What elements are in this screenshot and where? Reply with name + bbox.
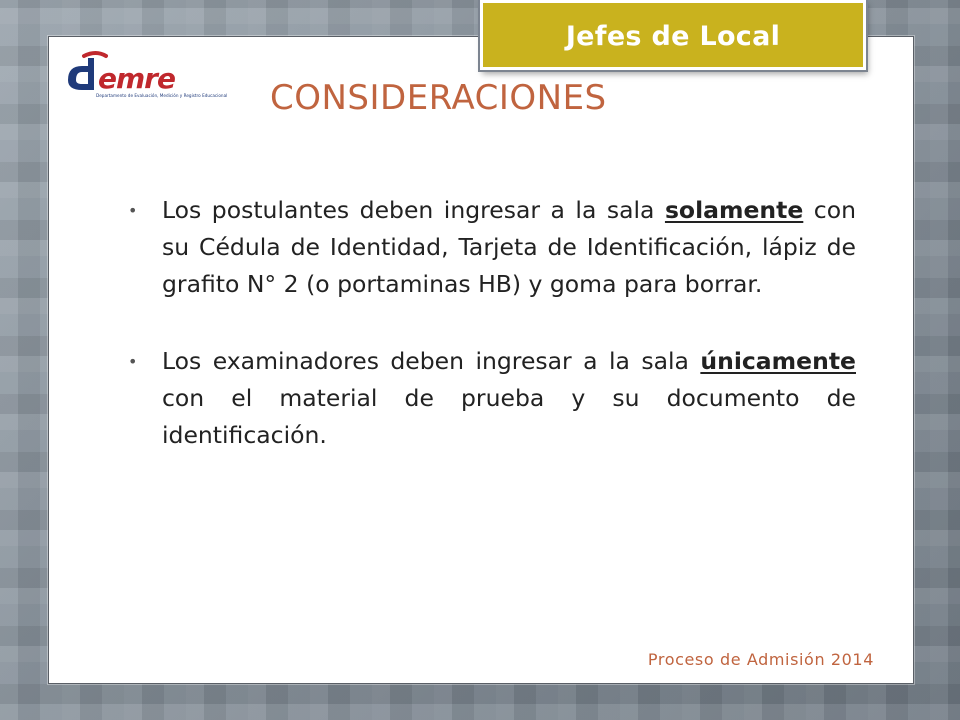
bullet-icon: • xyxy=(128,352,138,371)
logo-tagline: Departamento de Evaluación, Medición y Registro Educacional xyxy=(96,93,228,98)
footer-text: Proceso de Admisión 2014 xyxy=(647,650,874,669)
list-item xyxy=(124,343,856,454)
header-badge-label: Jefes de Local xyxy=(565,20,781,52)
logo-wordmark: emre xyxy=(98,62,175,95)
bullet-text-after: con el material de prueba y su documento de identificación. xyxy=(162,384,856,449)
bullet-text-before: Los examinadores deben ingresar a la sala xyxy=(162,347,701,375)
header-badge xyxy=(480,0,866,70)
page-title: CONSIDERACIONES xyxy=(270,78,607,118)
logo-d-shape xyxy=(68,58,94,90)
bullet-text-after: con su Cédula de Identidad, Tarjeta de Identificación, lápiz de grafito N° 2 (o portaminas HB) y goma para borrar. xyxy=(162,196,856,298)
demre-logo-graphic xyxy=(62,50,228,106)
list-item xyxy=(124,192,856,303)
demre-logo xyxy=(62,50,228,106)
logo-swoosh xyxy=(84,53,106,56)
bullet-emphasis: solamente xyxy=(664,196,804,224)
bullet-icon: • xyxy=(128,201,138,220)
bullet-emphasis: únicamente xyxy=(700,347,856,375)
bullet-text-before: Los postulantes deben ingresar a la sala xyxy=(162,196,665,224)
considerations-list xyxy=(124,192,856,454)
